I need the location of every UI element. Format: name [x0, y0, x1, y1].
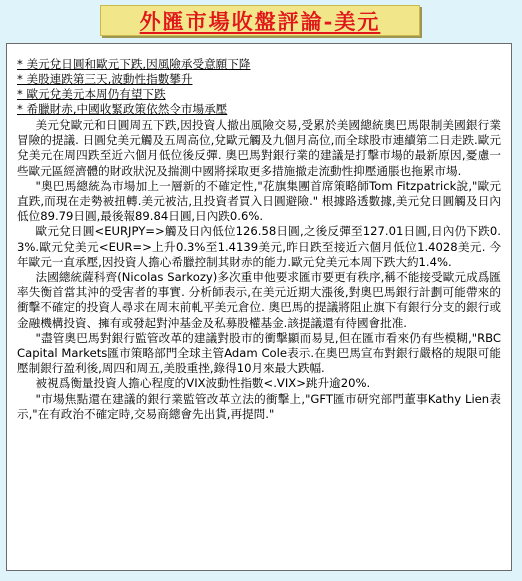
body-paragraph: 美元兌歐元和日圓周五下跌,因投資人撤出風險交易,受累於美國總統奧巴馬限制美國銀行業冒險的提議. 日圓兌美元觸及五周高位,兌歐元觸及九個月高位,而全球股市連續第二日走跌.歐元兌美元在周四跌至近六個月低位後反彈. 奧巴馬對銀行業的建議是打擊市場的最新原因,憂慮一些歐元區經濟體的財政狀況及揣測中國將採取更多措施撤走流動性抑壓通脹也拖累市場. — [17, 118, 501, 178]
headline-link[interactable]: * 希臘財赤,中國收緊政策依然令市場承壓 — [17, 102, 228, 116]
headline-link[interactable]: * 歐元兌美元本周仍有望下跌 — [17, 87, 166, 101]
headline-link[interactable]: * 美股連跌第三天,波動性指數攀升 — [17, 72, 193, 86]
title-banner — [100, 5, 420, 36]
headline-item — [17, 57, 501, 72]
article-panel — [6, 43, 512, 571]
headline-item — [17, 72, 501, 87]
headline-link[interactable]: * 美元兌日圓和歐元下跌,因風險承受意願下降 — [17, 57, 251, 71]
page-title: 外匯市場收盤評論-美元 — [139, 8, 381, 34]
body-paragraph: "奧巴馬總統為市場加上一層新的不確定性,"花旗集團首席策略師Tom Fitzpatrick說,"歐元直跌,而現在走勢被扭轉.美元被沽,且投資者買入日圓避險." 根據路透數據,美元兌日圓觸及日內低位89.79日圓,最後報89.84日圓,日內跌0.6%. — [17, 178, 501, 224]
body-paragraph: "盡管奧巴馬對銀行監管改革的建議對股市的衝擊顯而易見,但在匯市看來仍有些模糊,"RBC Capital Markets匯市策略部門全球主管Adam Cole表示.在奧巴馬宣布對銀行嚴格的規限可能壓制銀行盈利後,周四和周五,美股重挫,錄得10月來最大跌幅. — [17, 330, 501, 376]
headline-item — [17, 102, 501, 117]
body-paragraph: 法國總統薩科齊(Nicolas Sarkozy)多次重申他要求匯市要更有秩序,稱不能接受歐元成爲匯率失衡首當其沖的受害者的事實. 分析師表示,在美元近期大漲後,對奧巴馬銀行計劃可能帶來的衝擊不確定的投資人尋求在周末前軋平美元倉位. 奧巴馬的提議將阻止旗下有銀行分支的銀行或金融機構投資、擁有或發起對沖基金及私募股權基金.該提議還有待國會批准. — [17, 270, 501, 330]
body-paragraph: 被視爲衡量投資人擔心程度的VIX波動性指數<.VIX>跳升逾20%. — [35, 376, 371, 391]
body-paragraph: 歐元兌日圓<EURJPY=>觸及日內低位126.58日圓,之後反彈至127.01日圓,日內仍下跌0.3%.歐元兌美元<EUR=>上升0.3%至1.4139美元,昨日跌至接近六個月低位1.4028美元. 今年歐元一直承壓,因投資人擔心希臘控制其財赤的能力.歐元兌美元本周下跌大約1.4%. — [17, 224, 501, 269]
body-paragraph: "市場焦點還在建議的銀行業監管改革立法的衝擊上,"GFT匯市研究部門董事Kathy Lien表示,"在有政治不確定時,交易商總會先出貨,再提問." — [17, 391, 501, 421]
headline-item — [17, 87, 501, 102]
headline-list — [17, 57, 501, 117]
